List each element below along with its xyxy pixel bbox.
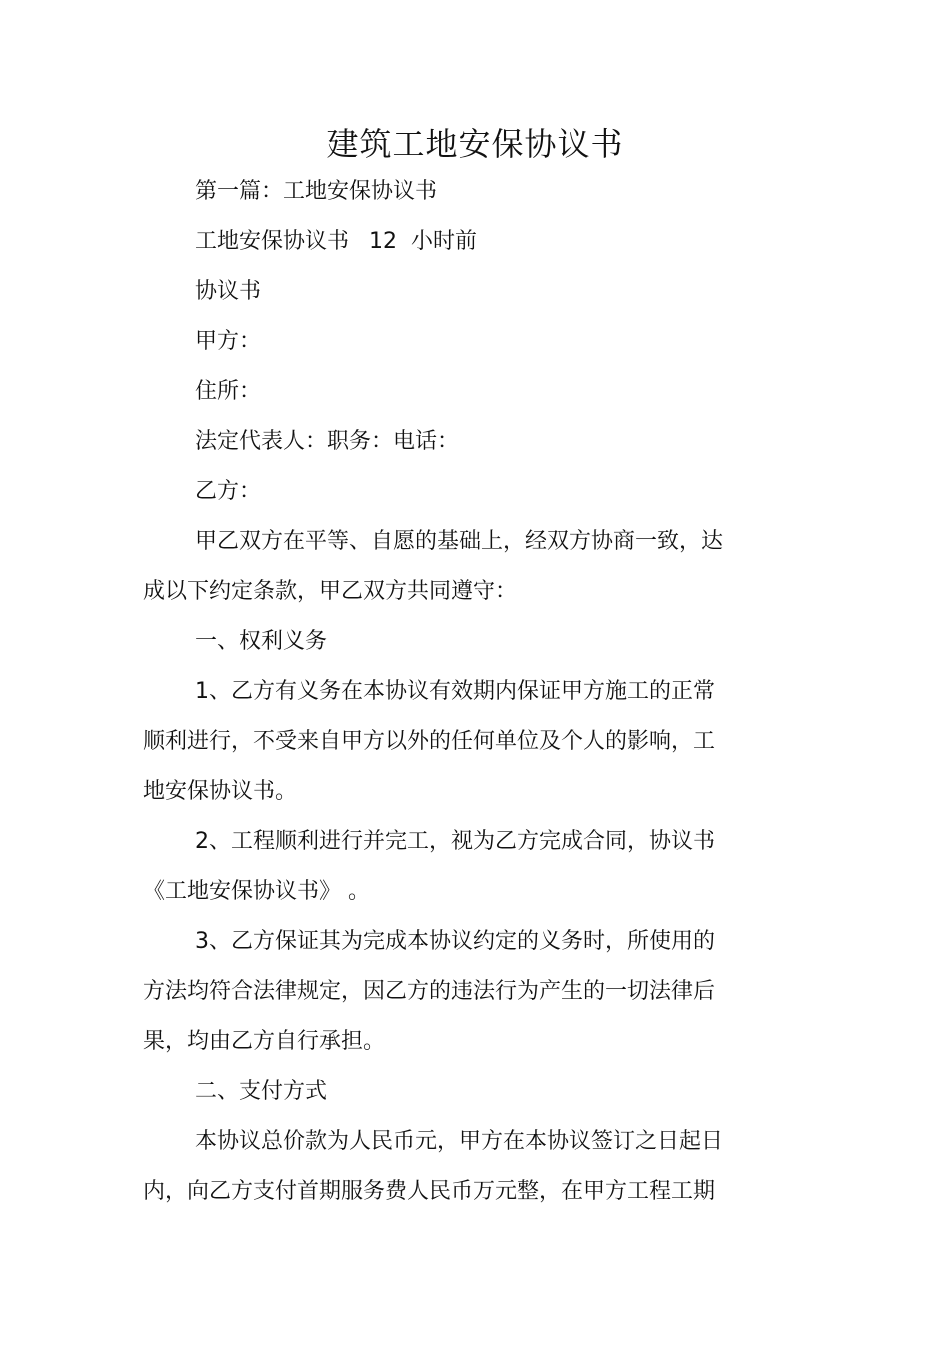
section-heading-part-one: 第一篇：工地安保协议书 xyxy=(195,179,438,204)
payment-line-1: 本协议总价款为人民币元，甲方在本协议签订之日起日 xyxy=(195,1129,724,1154)
subtitle-line xyxy=(195,226,477,258)
clause-3-line-1: 3、乙方保证其为完成本协议约定的义务时，所使用的 xyxy=(195,929,715,954)
clause-3-line-2: 方法均符合法律规定，因乙方的违法行为产生的一切法律后 xyxy=(143,979,716,1004)
clause-1-line-2: 顺利进行，不受来自甲方以外的任何单位及个人的影响，工 xyxy=(143,729,716,754)
clause-3-line-3: 果，均由乙方自行承担。 xyxy=(143,1029,386,1054)
party-b-line: 乙方： xyxy=(195,479,262,504)
party-a-line: 甲方： xyxy=(195,329,262,354)
subtitle-time-ago: 小时前 xyxy=(411,229,478,254)
representative-line: 法定代表人：职务：电话： xyxy=(195,429,460,454)
subtitle-hours: 12 xyxy=(369,229,398,254)
section-rights-heading: 一、权利义务 xyxy=(195,629,328,654)
clause-2-line-2: 《工地安保协议书》 。 xyxy=(143,879,370,904)
agreement-heading: 协议书 xyxy=(195,279,262,304)
document-title: 建筑工地安保协议书 xyxy=(326,125,624,163)
preamble-line-1: 甲乙双方在平等、自愿的基础上，经双方协商一致，达 xyxy=(195,529,724,554)
payment-line-2: 内，向乙方支付首期服务费人民币万元整，在甲方工程工期 xyxy=(143,1179,716,1204)
address-line: 住所： xyxy=(195,379,262,404)
clause-2-line-1: 2、工程顺利进行并完工，视为乙方完成合同，协议书 xyxy=(195,829,715,854)
subtitle-text: 工地安保协议书 xyxy=(195,229,350,254)
preamble-line-2: 成以下约定条款，甲乙双方共同遵守： xyxy=(143,579,518,604)
section-payment-heading: 二、支付方式 xyxy=(195,1079,328,1104)
clause-1-line-1: 1、乙方有义务在本协议有效期内保证甲方施工的正常 xyxy=(195,679,715,704)
clause-1-line-3: 地安保协议书。 xyxy=(143,779,298,804)
